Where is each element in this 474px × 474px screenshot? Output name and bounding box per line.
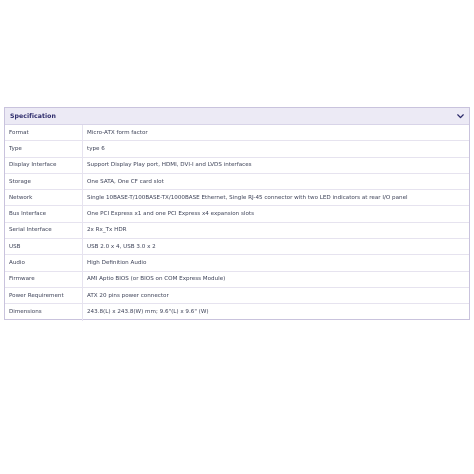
- specification-panel-header[interactable]: [5, 108, 469, 125]
- spec-label: Type: [5, 141, 83, 156]
- spec-value: Single 10BASE-T/100BASE-TX/1000BASE Ethernet, Single RJ-45 connector with two LED indicators at rear I/O panel: [87, 194, 408, 201]
- spec-label: Storage: [5, 174, 83, 189]
- spec-table: [5, 125, 469, 321]
- table-row: [5, 141, 469, 157]
- table-row: [5, 288, 469, 304]
- specification-panel: [4, 107, 470, 320]
- spec-value: type 6: [87, 145, 105, 152]
- spec-label: Format: [5, 125, 83, 140]
- spec-label: Power Requirement: [5, 288, 83, 303]
- spec-value: 243.8(L) x 243.8(W) mm; 9.6"(L) x 9.6" (W): [87, 309, 209, 316]
- table-row: [5, 190, 469, 206]
- spec-value: Micro-ATX form factor: [87, 129, 148, 136]
- spec-value: One PCI Express x1 and one PCI Express x4 expansion slots: [87, 211, 254, 218]
- table-row: [5, 239, 469, 255]
- spec-value: Support Display Play port, HDMI, DVI-I and LVDS interfaces: [87, 162, 252, 169]
- spec-label: USB: [5, 239, 83, 254]
- spec-label: Network: [5, 190, 83, 205]
- spec-label: Firmware: [5, 272, 83, 287]
- spec-value: ATX 20 pins power connector: [87, 292, 169, 299]
- spec-label: Audio: [5, 255, 83, 270]
- panel-title: Specification: [10, 112, 56, 120]
- table-row: [5, 304, 469, 320]
- spec-label: Dimensions: [5, 304, 83, 320]
- table-row: [5, 255, 469, 271]
- spec-value: 2x Rx_Tx HDR: [87, 227, 127, 234]
- table-row: [5, 223, 469, 239]
- table-row: [5, 125, 469, 141]
- spec-label: Bus Interface: [5, 206, 83, 221]
- chevron-down-icon[interactable]: [456, 112, 465, 121]
- spec-value: High Definition Audio: [87, 260, 147, 267]
- spec-label: Serial Interface: [5, 223, 83, 238]
- table-row: [5, 174, 469, 190]
- table-row: [5, 206, 469, 222]
- spec-value: One SATA, One CF card slot: [87, 178, 164, 185]
- spec-label: Display Interface: [5, 158, 83, 173]
- table-row: [5, 158, 469, 174]
- spec-value: USB 2.0 x 4, USB 3.0 x 2: [87, 243, 156, 250]
- spec-value: AMI Aptio BIOS (or BIOS on COM Express Module): [87, 276, 226, 283]
- table-row: [5, 272, 469, 288]
